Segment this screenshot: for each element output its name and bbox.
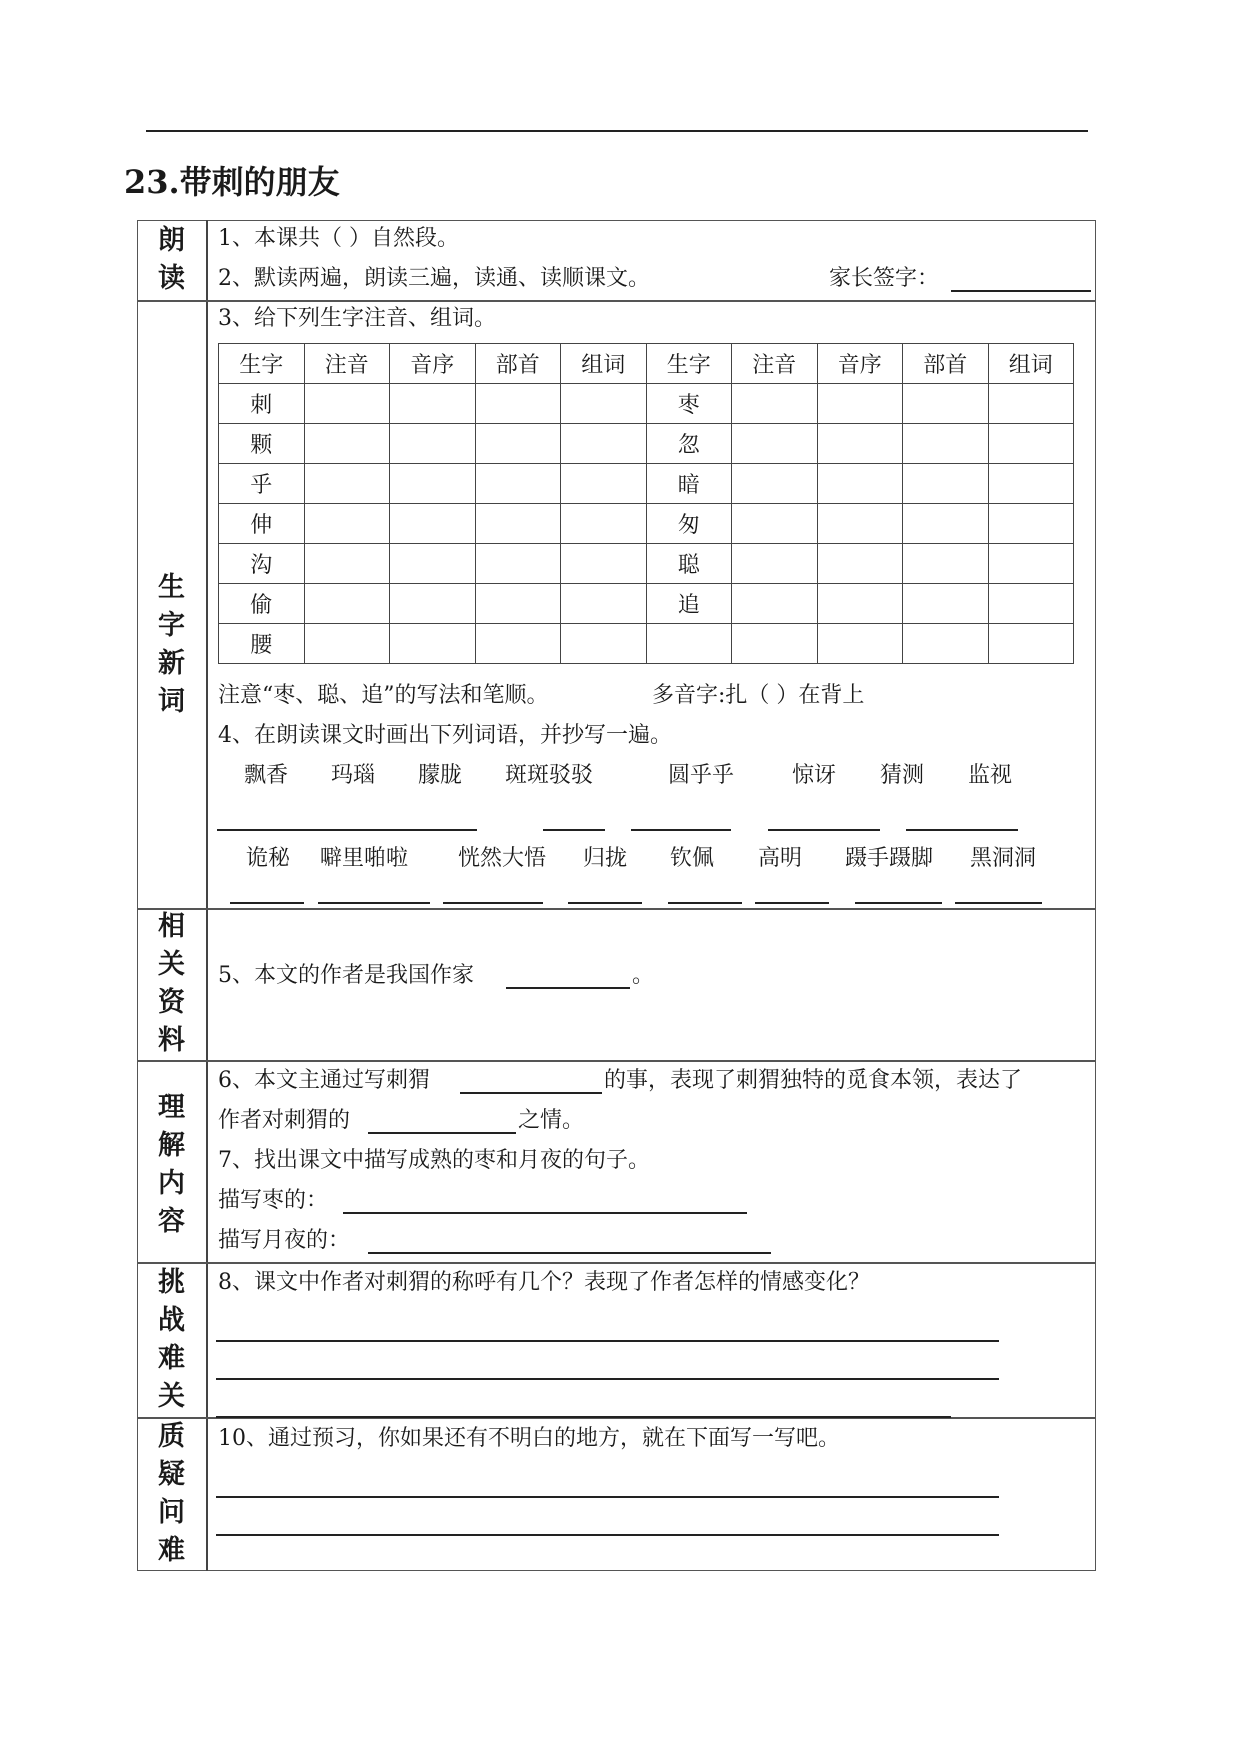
answer-cell[interactable] [903, 464, 989, 504]
section-label-related [137, 908, 206, 1060]
question-6-line2: 作者对刺猬的 [218, 1108, 351, 1133]
answer-cell[interactable] [732, 424, 818, 464]
label-char: 相 [158, 911, 185, 942]
character-cell: 偷 [219, 584, 305, 624]
copy-blank[interactable] [955, 902, 1042, 904]
header-cell: 组词 [561, 344, 647, 384]
character-cell: 匆 [646, 504, 732, 544]
character-cell: 忽 [646, 424, 732, 464]
table-row [219, 584, 1074, 624]
parent-signature-field[interactable] [951, 290, 1091, 292]
section-label-reading [137, 220, 206, 300]
q6-blank-2[interactable] [368, 1132, 516, 1134]
copy-blank[interactable] [631, 829, 731, 831]
answer-cell[interactable] [988, 544, 1074, 584]
answer-cell[interactable] [903, 624, 989, 664]
vocab-word: 圆乎乎 [668, 763, 735, 788]
section-label-understanding [137, 1080, 206, 1250]
table-row [219, 504, 1074, 544]
answer-cell[interactable] [903, 584, 989, 624]
label-column-divider [206, 220, 208, 1571]
q7-jujube-blank[interactable] [343, 1212, 747, 1214]
answer-cell[interactable] [732, 624, 818, 664]
question-6-suffix: 之情。 [518, 1108, 585, 1133]
answer-cell[interactable] [903, 544, 989, 584]
label-char: 疑 [158, 1459, 185, 1490]
answer-cell[interactable] [390, 544, 476, 584]
answer-cell[interactable] [561, 384, 647, 424]
answer-cell[interactable] [304, 424, 390, 464]
copy-blank[interactable] [443, 902, 543, 904]
answer-cell[interactable] [475, 544, 561, 584]
answer-cell[interactable] [561, 504, 647, 544]
answer-cell[interactable] [561, 624, 647, 664]
vocab-word: 猜测 [880, 763, 925, 788]
label-char: 词 [158, 686, 185, 717]
vocab-word: 玛瑙 [331, 763, 376, 788]
question-3: 3、给下列生字注音、组词。 [218, 306, 496, 331]
answer-cell[interactable] [304, 584, 390, 624]
label-char: 关 [158, 949, 185, 980]
answer-cell[interactable] [732, 464, 818, 504]
vocab-word: 惊讶 [792, 763, 837, 788]
answer-cell[interactable] [390, 624, 476, 664]
question-5-suffix: 。 [632, 963, 655, 988]
answer-cell[interactable] [304, 624, 390, 664]
answer-cell[interactable] [817, 624, 903, 664]
vocab-word: 恍然大悟 [458, 846, 547, 871]
label-char: 生 [158, 572, 185, 603]
header-cell: 部首 [475, 344, 561, 384]
question-4: 4、在朗读课文时画出下列词语，并抄写一遍。 [218, 723, 672, 748]
header-cell: 注音 [304, 344, 390, 384]
vocab-word: 黑洞洞 [970, 846, 1037, 871]
question-10: 10、通过预习，你如果还有不明白的地方，就在下面写一写吧。 [218, 1426, 840, 1451]
copy-blank[interactable] [755, 902, 829, 904]
header-cell: 音序 [817, 344, 903, 384]
answer-cell[interactable] [732, 384, 818, 424]
label-char: 容 [158, 1206, 185, 1237]
polyphone-question: 多音字:扎（ ）在背上 [652, 683, 865, 708]
answer-line[interactable] [216, 1378, 999, 1380]
answer-cell[interactable] [817, 584, 903, 624]
answer-cell[interactable] [390, 584, 476, 624]
answer-cell[interactable] [732, 544, 818, 584]
answer-cell[interactable] [390, 384, 476, 424]
label-char: 理 [158, 1092, 185, 1123]
character-cell [646, 624, 732, 664]
answer-cell[interactable] [988, 464, 1074, 504]
answer-cell[interactable] [390, 424, 476, 464]
table-header-row [219, 344, 1074, 384]
answer-cell[interactable] [561, 544, 647, 584]
answer-cell[interactable] [390, 504, 476, 544]
section-label-challenge [137, 1262, 206, 1417]
label-char: 难 [158, 1342, 185, 1374]
header-cell: 注音 [732, 344, 818, 384]
character-cell: 腰 [219, 624, 305, 664]
vocab-word: 诡秘 [246, 846, 291, 871]
section-label-questions [137, 1417, 206, 1571]
label-char: 挑 [158, 1266, 185, 1298]
copy-blank[interactable] [906, 829, 1018, 831]
vocab-word: 钦佩 [670, 846, 715, 871]
answer-cell[interactable] [304, 464, 390, 504]
q7-moonnight-blank[interactable] [368, 1252, 771, 1254]
copy-blank[interactable] [568, 902, 642, 904]
answer-cell[interactable] [304, 544, 390, 584]
label-char: 读 [158, 263, 185, 294]
q7-jujube-label: 描写枣的： [218, 1188, 329, 1213]
copy-blank[interactable] [217, 829, 477, 831]
copy-blank[interactable] [230, 902, 304, 904]
label-char: 质 [158, 1421, 185, 1452]
answer-cell[interactable] [390, 464, 476, 504]
character-cell: 沟 [219, 544, 305, 584]
answer-cell[interactable] [988, 384, 1074, 424]
vocab-word: 斑斑驳驳 [505, 763, 594, 788]
vocab-word: 噼里啪啦 [320, 846, 409, 871]
answer-cell[interactable] [561, 424, 647, 464]
answer-cell[interactable] [817, 384, 903, 424]
answer-cell[interactable] [475, 384, 561, 424]
answer-cell[interactable] [475, 424, 561, 464]
character-cell: 乎 [219, 464, 305, 504]
answer-cell[interactable] [817, 464, 903, 504]
header-cell: 组词 [988, 344, 1074, 384]
writing-note: 注意“枣、聪、追”的写法和笔顺。 [218, 683, 549, 708]
label-char: 新 [158, 648, 185, 679]
character-table [218, 343, 1074, 664]
answer-cell[interactable] [903, 504, 989, 544]
label-char: 难 [158, 1535, 185, 1566]
answer-cell[interactable] [304, 384, 390, 424]
question-6-middle: 的事，表现了刺猬独特的觅食本领，表达了 [604, 1068, 1023, 1093]
vocab-word: 飘香 [244, 763, 289, 788]
answer-line[interactable] [216, 1534, 999, 1536]
page-title: 23.带刺的朋友 [124, 163, 340, 201]
answer-cell[interactable] [903, 384, 989, 424]
answer-cell[interactable] [475, 624, 561, 664]
header-cell: 生字 [219, 344, 305, 384]
copy-blank[interactable] [855, 902, 942, 904]
q7-moonnight-label: 描写月夜的： [218, 1228, 351, 1253]
parent-signature-label: 家长签字： [829, 266, 940, 291]
label-char: 战 [158, 1304, 185, 1336]
table-row [219, 544, 1074, 584]
answer-cell[interactable] [988, 504, 1074, 544]
answer-line[interactable] [216, 1496, 999, 1498]
answer-cell[interactable] [475, 464, 561, 504]
label-char: 字 [158, 610, 185, 641]
header-cell: 生字 [646, 344, 732, 384]
q6-blank-1[interactable] [460, 1092, 602, 1094]
table-row [219, 424, 1074, 464]
answer-line[interactable] [216, 1416, 951, 1418]
label-char: 内 [158, 1168, 185, 1199]
answer-cell[interactable] [304, 504, 390, 544]
question-2: 2、默读两遍，朗读三遍，读通、读顺课文。 [218, 266, 650, 291]
copy-blank[interactable] [668, 902, 742, 904]
character-cell: 暗 [646, 464, 732, 504]
question-5: 5、本文的作者是我国作家 [218, 963, 474, 988]
label-char: 问 [158, 1497, 185, 1528]
row-divider [137, 1060, 1096, 1062]
row-divider [137, 1262, 1096, 1264]
vocab-word: 高明 [758, 846, 803, 871]
label-char: 解 [158, 1130, 185, 1161]
character-cell: 追 [646, 584, 732, 624]
question-8: 8、课文中作者对刺猬的称呼有几个？表现了作者怎样的情感变化？ [218, 1270, 870, 1295]
answer-cell[interactable] [561, 464, 647, 504]
vocab-word: 蹑手蹑脚 [845, 846, 934, 871]
header-rule [146, 130, 1088, 132]
table-row [219, 384, 1074, 424]
answer-cell[interactable] [988, 584, 1074, 624]
vocab-word: 归拢 [583, 846, 628, 871]
copy-blank[interactable] [318, 902, 430, 904]
question-1: 1、本课共（ ）自然段。 [218, 226, 459, 251]
answer-cell[interactable] [988, 624, 1074, 664]
question-7: 7、找出课文中描写成熟的枣和月夜的句子。 [218, 1148, 650, 1173]
row-divider [137, 300, 1096, 302]
answer-cell[interactable] [817, 544, 903, 584]
row-divider [137, 908, 1096, 910]
character-cell: 伸 [219, 504, 305, 544]
label-char: 料 [158, 1025, 185, 1056]
label-char: 资 [158, 987, 185, 1018]
header-cell: 部首 [903, 344, 989, 384]
answer-cell[interactable] [988, 424, 1074, 464]
answer-cell[interactable] [475, 584, 561, 624]
label-char: 朗 [158, 225, 185, 256]
answer-cell[interactable] [475, 504, 561, 544]
answer-cell[interactable] [732, 504, 818, 544]
character-cell: 颗 [219, 424, 305, 464]
copy-blank[interactable] [768, 829, 880, 831]
table-row [219, 464, 1074, 504]
label-char: 关 [158, 1380, 185, 1412]
character-cell: 刺 [219, 384, 305, 424]
answer-cell[interactable] [817, 504, 903, 544]
copy-blank[interactable] [543, 829, 605, 831]
answer-cell[interactable] [732, 584, 818, 624]
answer-cell[interactable] [561, 584, 647, 624]
author-blank[interactable] [506, 987, 630, 989]
vocab-word: 监视 [968, 763, 1013, 788]
answer-cell[interactable] [817, 424, 903, 464]
character-cell: 聪 [646, 544, 732, 584]
question-6: 6、本文主通过写刺猬 [218, 1068, 430, 1093]
answer-cell[interactable] [903, 424, 989, 464]
table-row [219, 624, 1074, 664]
character-cell: 枣 [646, 384, 732, 424]
answer-line[interactable] [216, 1340, 999, 1342]
vocab-word: 朦胧 [418, 763, 463, 788]
header-cell: 音序 [390, 344, 476, 384]
section-label-new-words [137, 560, 206, 730]
